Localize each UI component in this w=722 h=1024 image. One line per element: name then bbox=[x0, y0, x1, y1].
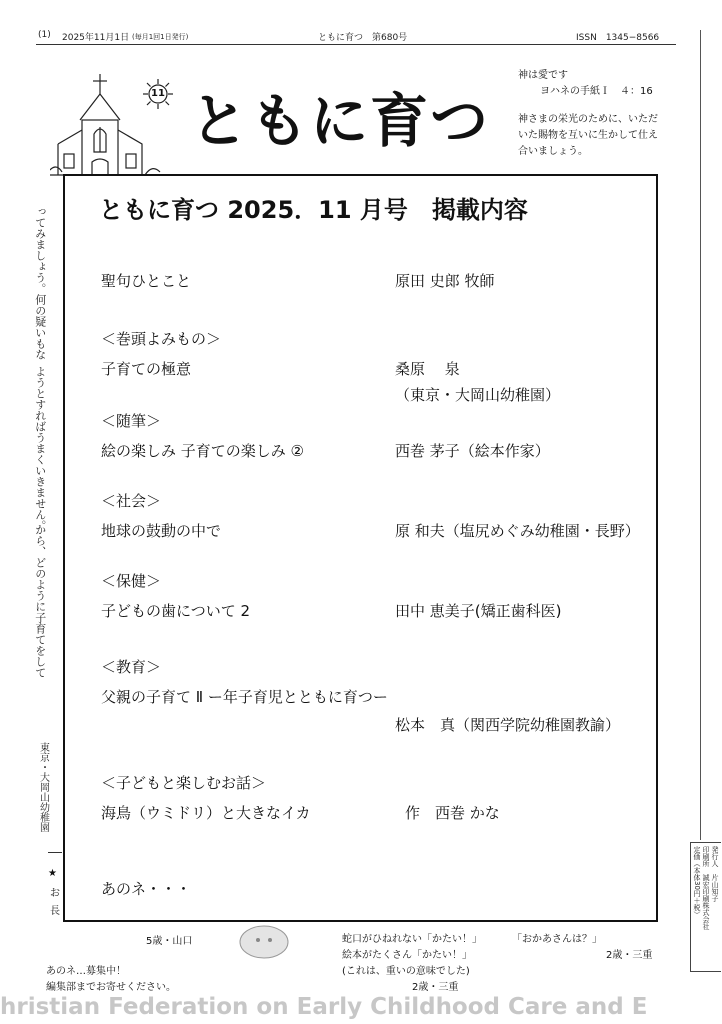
contents-item-label: 子育ての極意 bbox=[101, 360, 192, 378]
verse-reference: ヨハネの手紙Ｉ ４：16 bbox=[540, 86, 653, 97]
publisher-line-3: 定価（本体30円＋税） bbox=[693, 846, 702, 918]
contents-section-heading: ＜保健＞ bbox=[101, 572, 162, 590]
contents-item-author: 西巻 茅子（絵本作家） bbox=[395, 442, 550, 460]
bg-side-1: お bbox=[50, 888, 60, 899]
contents-item-label: 絵の楽しみ 子育ての楽しみ ② bbox=[101, 442, 304, 460]
bottom-quote-1: 蛇口がひねれない「かたい！」 bbox=[342, 934, 482, 945]
bottom-recruit: あのネ…募集中！ bbox=[46, 966, 126, 977]
bottom-quote-3: (これは、重いの意味でした) bbox=[342, 966, 470, 977]
contents-section-heading: ＜教育＞ bbox=[101, 658, 162, 676]
contents-item-author: 原 和夫（塩尻めぐみ幼稚園・長野） bbox=[395, 522, 640, 540]
bottom-caption-3: 2歳・三重 bbox=[606, 950, 653, 961]
contents-item-author: 松本 真（関西学院幼稚園教諭） bbox=[395, 716, 621, 734]
contents-section-heading: ＜巻頭よみもの＞ bbox=[101, 330, 222, 348]
contents-item-label: 地球の鼓動の中で bbox=[101, 522, 222, 540]
page-number: (1) bbox=[38, 30, 51, 40]
bottom-quote-4: 「おかあさんは？」 bbox=[512, 934, 602, 945]
issue-date: 2025年11月1日 bbox=[62, 33, 130, 43]
verse-line-1: 神は愛です bbox=[518, 70, 568, 81]
child-illustration bbox=[232, 920, 296, 960]
masthead-title: ともに育つ bbox=[190, 87, 491, 155]
contents-item-label: あのネ・・・ bbox=[101, 880, 192, 898]
contents-item-affiliation: （東京・大岡山幼稚園） bbox=[395, 386, 561, 404]
contents-item-label: 父親の子育て Ⅱ ー年子育児とともに育つー bbox=[101, 688, 388, 706]
bg-column-3: から、どのように子育てをして bbox=[33, 524, 47, 678]
contents-item-author: 桑原 泉 bbox=[395, 360, 460, 378]
publisher-line-2: 印刷所 誠宏印刷株式会社 bbox=[702, 846, 711, 930]
contents-section-heading: ＜社会＞ bbox=[101, 492, 162, 510]
contents-item-author: 田中 恵美子(矯正歯科医) bbox=[395, 602, 562, 620]
contents-item-label: 聖句ひとこと bbox=[101, 272, 192, 290]
verse-body-3: 合いましょう。 bbox=[518, 146, 588, 157]
bottom-caption-2: 2歳・三重 bbox=[412, 982, 459, 993]
bg-rule bbox=[48, 852, 62, 853]
contents-item-label: 子どもの歯について 2 bbox=[101, 602, 251, 620]
verse-body-2: いた賜物を互いに生かして仕え bbox=[518, 130, 658, 141]
issue-number: ともに育つ 第680号 bbox=[318, 33, 408, 43]
verse-body-1: 神さまの栄光のために、いただ bbox=[518, 114, 658, 125]
contents-section-heading: ＜子どもと楽しむお話＞ bbox=[101, 774, 267, 792]
contents-item-label: 海鳥（ウミドリ）と大きなイカ bbox=[101, 804, 311, 822]
contents-item-author: 原田 史郎 牧師 bbox=[395, 272, 495, 290]
bg-side-2: 長 bbox=[50, 906, 60, 917]
contents-panel bbox=[63, 174, 658, 922]
bg-column-1: ってみましょう。何の疑いもな bbox=[33, 206, 47, 360]
bottom-quote-2: 絵本がたくさん「かたい！」 bbox=[342, 950, 472, 961]
contents-section-heading: ＜随筆＞ bbox=[101, 412, 162, 430]
bottom-recruit-note: 編集部までお寄せください。 bbox=[46, 982, 176, 993]
bg-column-2: ようとすればうまくいきません。 bbox=[33, 366, 47, 531]
bottom-caption-1: 5歳・山口 bbox=[146, 936, 193, 947]
page-edge bbox=[700, 30, 701, 840]
bg-column-address: 東京・大岡山幼稚園 bbox=[37, 742, 49, 832]
issn: ISSN 1345−8566 bbox=[576, 33, 660, 43]
issue-date-note: (毎月1回1日発行) bbox=[132, 33, 189, 41]
contents-title: ともに育つ 2025．11 月号 掲載内容 bbox=[99, 196, 528, 224]
watermark-text: hristian Federation on Early Childhood Care and E bbox=[0, 994, 648, 1020]
publisher-line-1: 発行人 片山知子 bbox=[711, 846, 720, 902]
month-badge: 11 bbox=[151, 88, 165, 99]
header-rule bbox=[36, 44, 676, 45]
contents-item-author: 作 西巻 かな bbox=[405, 804, 500, 822]
bg-star: ★ bbox=[48, 868, 57, 879]
